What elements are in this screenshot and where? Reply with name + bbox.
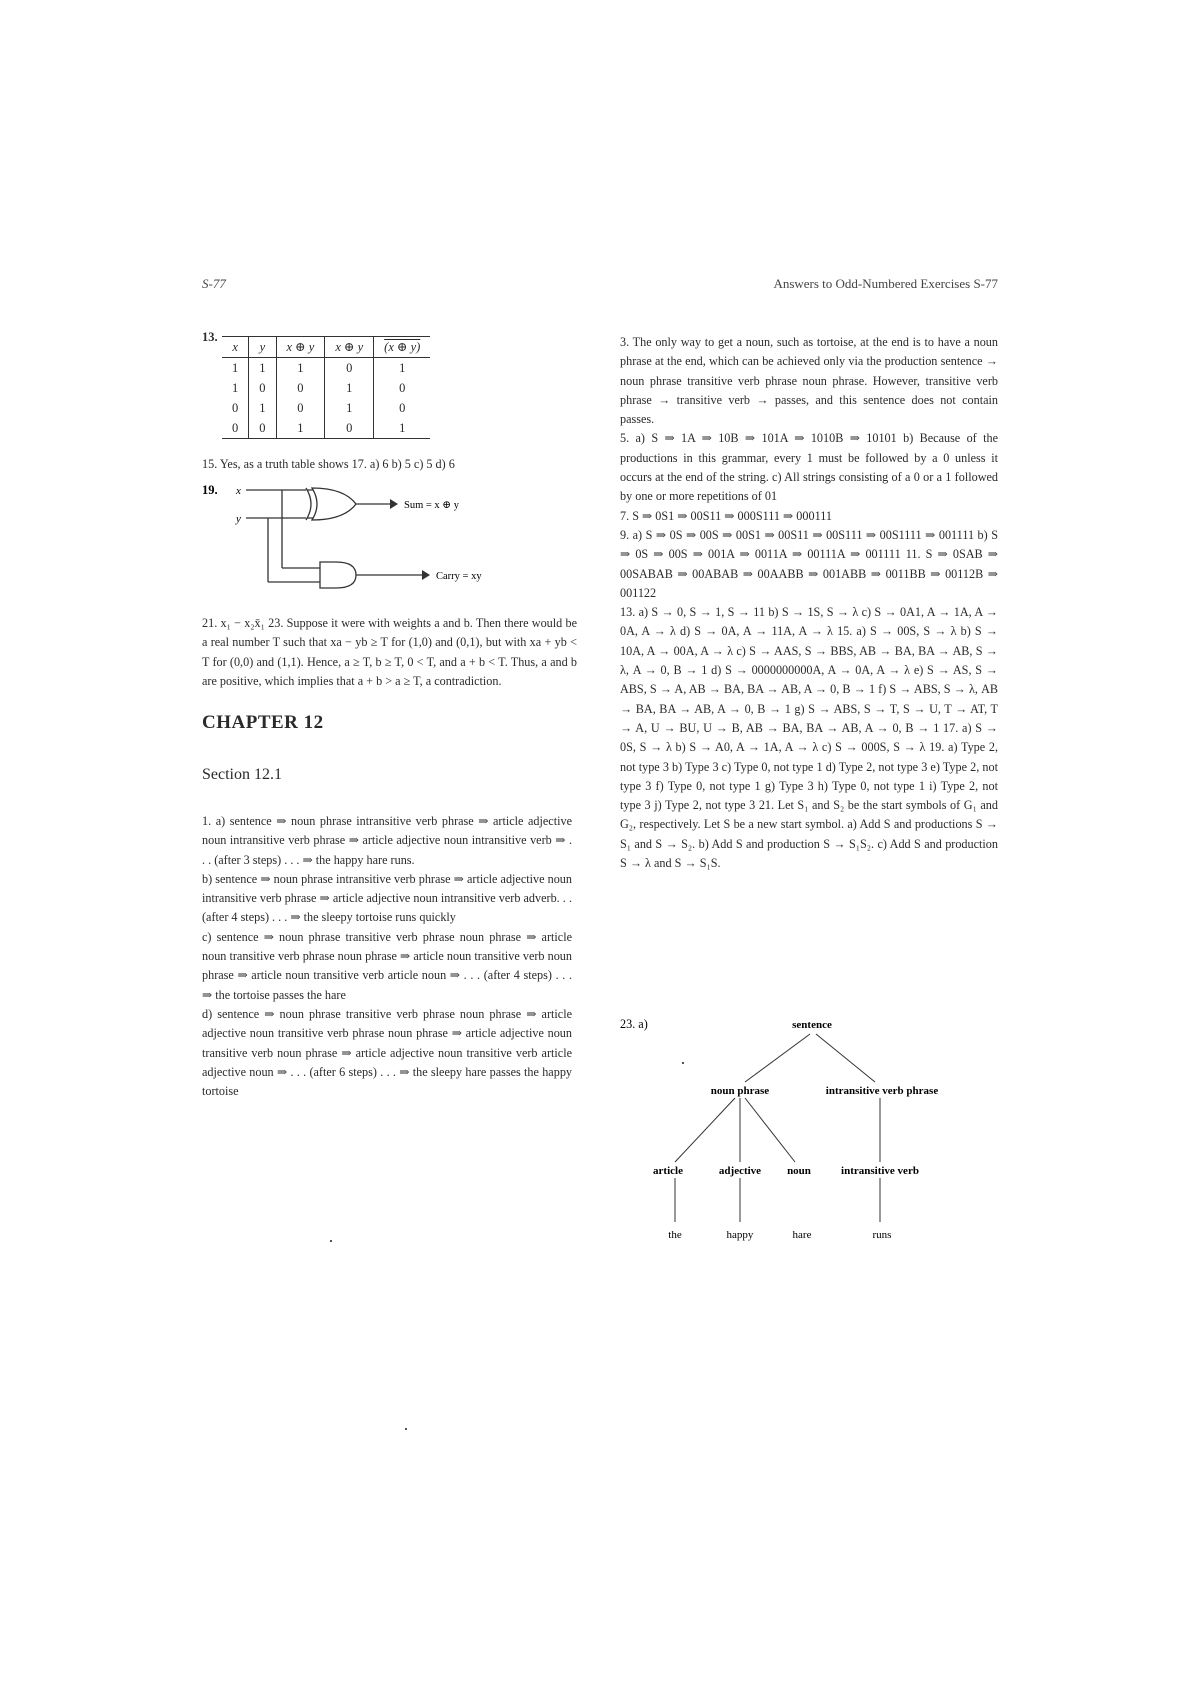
exercise-3: 3. The only way to get a noun, such as tortoise, at the end is to have a noun phrase at the end, which can be achieved only via the production sentence → noun phrase transitive verb phrase noun phrase. However, transitive verb phrase → transitive verb → passes, and this sentence does not contain passes.	[620, 335, 998, 427]
table-cell: 1	[276, 418, 325, 439]
table-cell: 1	[232, 360, 239, 375]
tree-node-iv: intransitive verb	[841, 1165, 919, 1177]
table-cell: 0	[276, 398, 325, 418]
table-cell: 1	[374, 418, 431, 439]
xor-gate-icon	[306, 488, 356, 520]
table-cell: 0	[249, 378, 276, 398]
table-cell: 0	[374, 398, 431, 418]
tree-edges	[675, 1034, 880, 1222]
exercise-5: 5. a) S ⇒ 1A ⇒ 10B ⇒ 101A ⇒ 1010B ⇒ 10101 b) Because of the productions in this grammar, every 1 must be followed by a 0 unless it occurs at the end of the string. c) All strings consisting of a 0 or a 1 followed by one or more repetitions of 01	[620, 431, 998, 504]
table-row	[222, 398, 430, 418]
exercise-1a: 1. a) sentence ⇒ noun phrase intransitive verb phrase ⇒ article adjective noun intransitive verb phrase ⇒ article adjective noun intransitive verb ⇒ . . . (after 3 steps) . . . ⇒ the happy hare runs.	[202, 814, 572, 867]
exercise-13-21: 13. a) S → 0, S → 1, S → 11 b) S → 1S, S → λ c) S → 0A1, A → 1A, A → 0A, A → λ d) S → 0A, A → 11A, A → λ 15. a) S → 00S, S → λ b) S → 10A, A → 00A, A → λ c) S → AAS, S → BBS, AB → BA, BA → AB, S → λ, A → 0, B → 1 d) S → 0000000000A, A → 0A, A → λ e) S → AS, S → ABS, S → A, AB → BA, BA → AB, A → 0, B → 1 f) S → ABS, S → λ, AB → BA, BA → AB, A → 0, B → 1 g) S → ABS, S → T, S → U, T → AT, T → A, U → BU, U → B, AB → BA, BA → AB, A → 0, B → 1 17. a) S → 0S, S → λ b) S → A0, A → 1A, A → λ c) S → 000S, S → λ 19. a) Type 2, not type 3 b) Type 3 c) Type 0, not type 1 d) Type 2, not type 3 e) Type 2, not type 3 f) Type 0, not type 1 g) Type 3 h) Type 0, not type 1 i) Type 2, not type 3 j) Type 2, not type 3 21. Let S₁ and S₂ be the start symbols of G₁ and G₂, respectively. Let S be a new start symbol. a) Add S and productions S → S₁ and S → S₂. b) Add S and production S → S₁S₂. c) Add S and production S → λ and S → S₁S.	[620, 605, 998, 871]
half-adder-circuit	[202, 478, 582, 608]
tree-leaf-hare: hare	[792, 1229, 812, 1241]
exercise-1-answers	[202, 812, 572, 1101]
tree-node-ivp: intransitive verb phrase	[825, 1085, 939, 1097]
tree-leaf-runs: runs	[872, 1229, 892, 1241]
chapter-heading: CHAPTER 12	[202, 712, 324, 733]
table-cell: 0	[374, 378, 431, 398]
table-cell: 0	[249, 418, 276, 439]
tree-node-noun: noun	[787, 1165, 811, 1177]
col-header: (x ⊕ y)	[374, 337, 431, 358]
col-header: x ⊕ y	[325, 337, 374, 358]
table-cell: 1	[325, 398, 374, 418]
sum-output-label: Sum = x ⊕ y	[404, 500, 459, 511]
table-cell: 1	[276, 358, 325, 379]
table-cell: 1	[232, 380, 239, 395]
running-header: Answers to Odd-Numbered Exercises S-77	[773, 276, 998, 291]
table-row	[222, 378, 430, 398]
exercise-15-17: 15. Yes, as a truth table shows 17. a) 6 b) 5 c) 5 d) 6	[202, 457, 455, 471]
carry-output-label: Carry = xy	[436, 571, 482, 582]
page-number-left: S-77	[202, 276, 226, 291]
table-cell: 1	[325, 378, 374, 398]
parse-tree	[620, 1014, 1000, 1244]
exercise-19-label: 19.	[202, 483, 218, 497]
and-gate-icon	[320, 562, 356, 588]
tree-node-sentence: sentence	[792, 1019, 832, 1031]
scan-speck	[330, 1240, 332, 1242]
table-row	[222, 358, 430, 379]
col-header: x	[222, 337, 249, 358]
col-header: y	[249, 337, 276, 358]
exercise-13-label: 13.	[202, 330, 218, 344]
input-y-label: y	[236, 513, 241, 525]
table-cell: 0	[276, 378, 325, 398]
right-column	[620, 333, 998, 873]
table-row	[222, 418, 430, 439]
carry-arrow-icon	[422, 570, 430, 580]
tree-leaf-the: the	[668, 1229, 682, 1241]
table-cell: 0	[222, 418, 249, 439]
tree-node-noun-phrase: noun phrase	[710, 1085, 770, 1097]
exercise-23-label: 23. a)	[620, 1017, 648, 1031]
table-cell: 1	[249, 358, 276, 379]
exercise-21-23: 21. x₁ − x₂x̄₁ 23. Suppose it were with weights a and b. Then there would be a real number T such that xa − yb ≥ T for (1,0) and (0,1), but with xa + yb < T for (0,0) and (1,1). Hence, a ≥ T, b ≥ T, 0 < T, and a + b < T. Thus, a and b are positive, which implies that a + b > a ≥ T, a contradiction.	[202, 616, 577, 688]
table-cell: 1	[249, 398, 276, 418]
table-cell: 0	[325, 358, 374, 379]
tree-leaf-happy: happy	[726, 1229, 754, 1241]
col-header: x ⊕ y	[276, 337, 325, 358]
tree-node-adjective: adjective	[718, 1165, 762, 1177]
table-cell: 1	[374, 358, 431, 379]
exercise-1d: d) sentence ⇒ noun phrase transitive verb phrase noun phrase ⇒ article adjective noun transitive verb phrase noun phrase ⇒ article adjective noun transitive verb noun phrase ⇒ article adjective noun transitive verb article adjective noun ⇒ . . . (after 6 steps) . . . ⇒ the sleepy hare passes the happy tortoise	[202, 1006, 572, 1099]
tree-node-article: article	[653, 1165, 683, 1177]
table-cell: 0	[232, 400, 239, 415]
table-cell: 0	[325, 418, 374, 439]
input-x-label: x	[236, 485, 241, 497]
exercise-1b: b) sentence ⇒ noun phrase intransitive verb phrase ⇒ article adjective noun intransitive verb phrase ⇒ article adjective noun intransitive verb adverb. . . (after 4 steps) . . . ⇒ the sleepy tortoise runs quickly	[202, 871, 572, 925]
section-heading: Section 12.1	[202, 766, 282, 783]
truth-table	[222, 336, 430, 439]
sum-arrow-icon	[390, 499, 398, 509]
exercise-7: 7. S ⇒ 0S1 ⇒ 00S11 ⇒ 000S111 ⇒ 000111	[620, 508, 832, 523]
exercise-9-11: 9. a) S ⇒ 0S ⇒ 00S ⇒ 00S1 ⇒ 00S11 ⇒ 00S111 ⇒ 00S1111 ⇒ 001111 b) S ⇒ 0S ⇒ 00S ⇒ 001A ⇒ 0011A ⇒ 00111A ⇒ 001111 11. S ⇒ 0SAB ⇒ 00SABAB ⇒ 00ABAB ⇒ 00AABB ⇒ 001ABB ⇒ 0011BB ⇒ 00112B ⇒ 001122	[620, 527, 998, 600]
truth-table-header	[222, 337, 430, 358]
scan-speck	[682, 1062, 684, 1064]
scan-speck	[405, 1428, 407, 1430]
exercise-1c: c) sentence ⇒ noun phrase transitive verb phrase noun phrase ⇒ article noun transitive verb phrase noun phrase ⇒ article noun transitive verb noun phrase ⇒ article noun transitive verb article noun ⇒ . . . (after 4 steps) . . . ⇒ the tortoise passes the hare	[202, 929, 572, 1002]
